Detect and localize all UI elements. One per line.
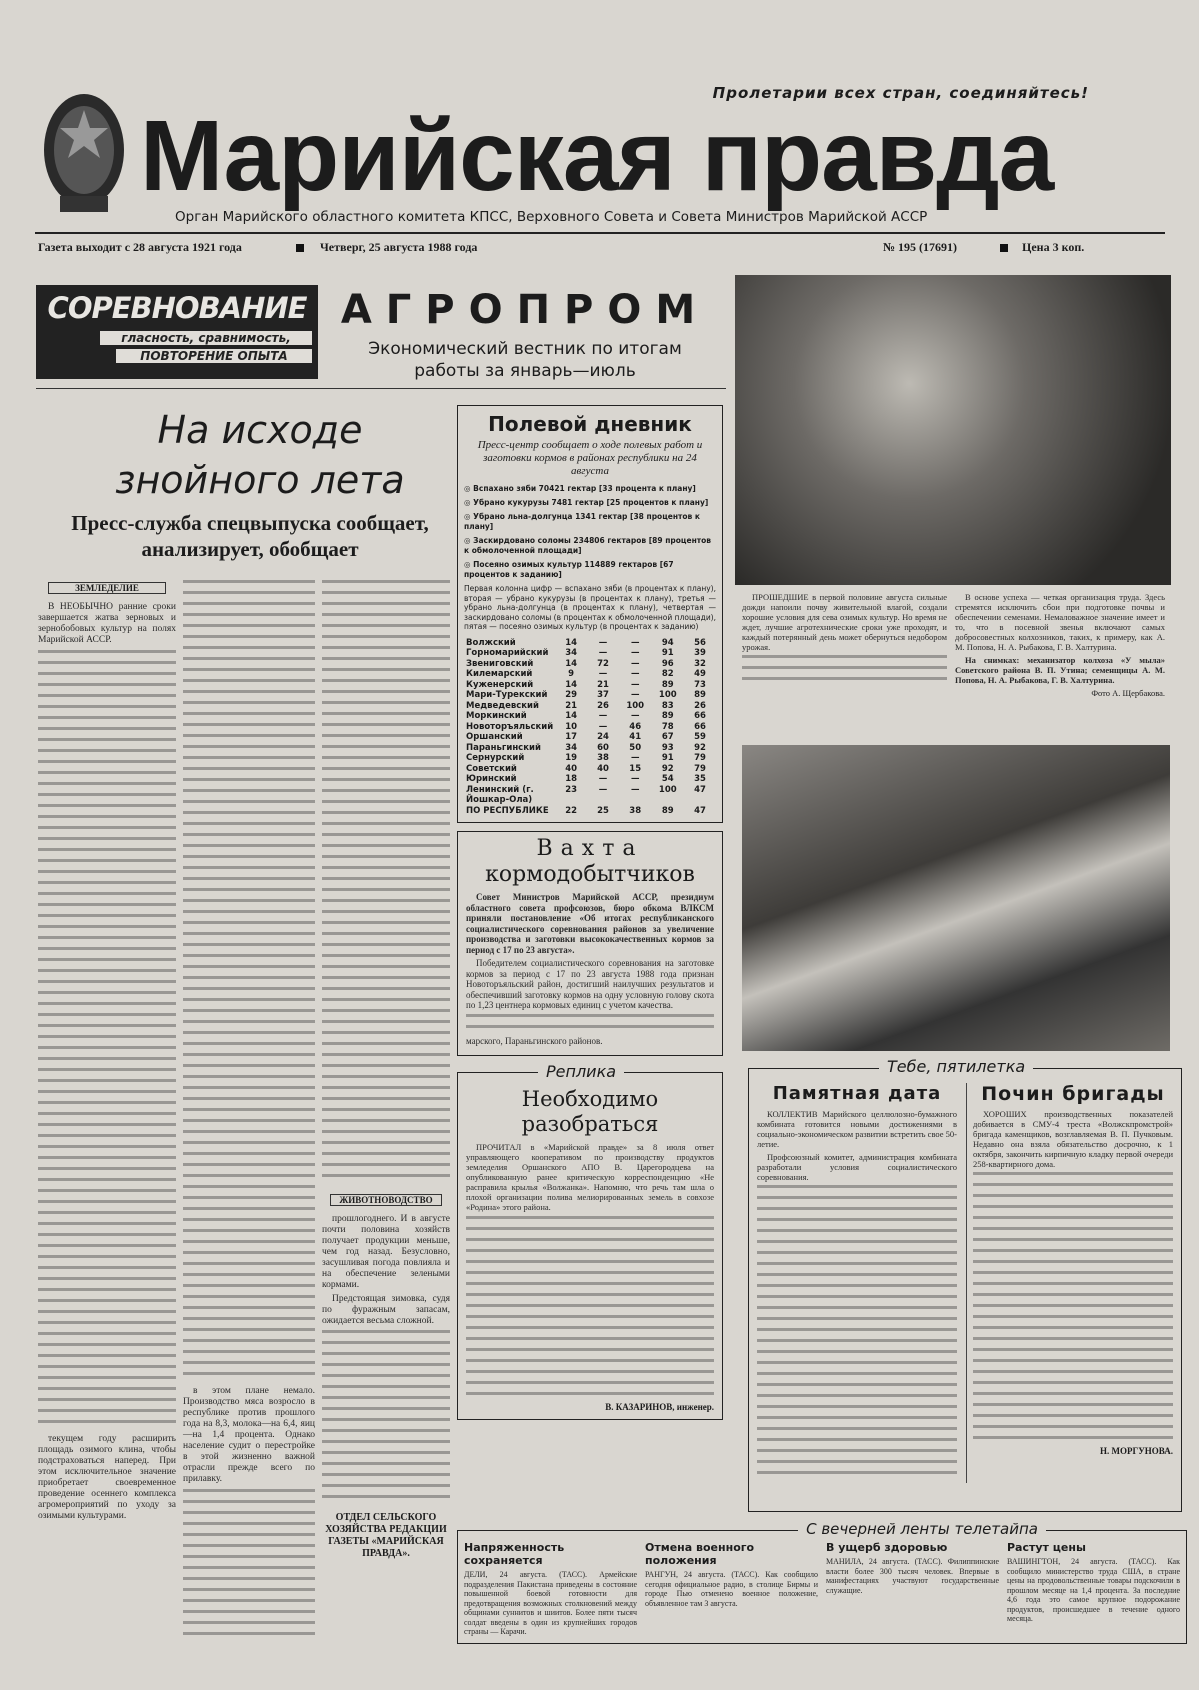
replika-paragraph: ПРОЧИТАЛ в «Марийской правде» за 8 июля ответ управляющего кооперативом по производству продуктов земледелия Оршанского АПО В. Царегородцева на опубликованную ранее критическую корреспонденцию «Не расправила крылья «Волжанка». Напомню, что речь там шла о плохой организации полива мелиорированных земель в совхозе «Родина» этого района.: [466, 1142, 714, 1212]
district-name: Звениговский: [466, 658, 534, 669]
district-name: Юринский: [466, 774, 517, 784]
district-name: Ленинский (г. Йошкар-Ола): [466, 784, 534, 805]
teletype-item: [1007, 1541, 1180, 1637]
five-year-rubric: Тебе, пятилетка: [879, 1057, 1033, 1077]
value-cell: 34: [565, 742, 578, 753]
value-cell: 21: [565, 700, 578, 711]
table-row: [464, 732, 716, 743]
memorable-date-paragraph: Профсоюзный комитет, администрация комбината разработали условия социалистического соревнования.: [757, 1152, 957, 1182]
photo-credit: Фото А. Щербакова.: [1091, 688, 1165, 698]
value-cell: 73: [694, 679, 706, 690]
circle-bullet-icon: ◎: [464, 498, 474, 507]
teletype-item-text: ДЕЛИ, 24 августа. (ТАСС). Армейские подразделения Пакистана приведены в состояние повышенной боевой готовности для предотвращения возможных столкновений между общинами суннитов и шиитов. Более пяти тысяч солдат введены в один из крупнейших городов страны — Карачи.: [464, 1570, 637, 1636]
illegible-text: [183, 1489, 315, 1639]
value-cell: 47: [694, 784, 706, 795]
value-cell: 100: [626, 700, 645, 711]
value-cell: 37: [597, 690, 609, 700]
value-cell: 15: [629, 763, 642, 774]
brigade-title: Почин бригады: [981, 1083, 1165, 1105]
table-row: [464, 690, 716, 701]
table-row: [464, 648, 716, 659]
value-cell: —: [630, 690, 640, 700]
value-cell: —: [598, 669, 608, 679]
value-cell: 19: [565, 753, 578, 763]
masthead-rule: [35, 232, 1165, 234]
lead-paragraph: в этом плане немало. Производство мяса возросло в республике против прошлого года на 8,3, молока—на 6,4, яиц—на 1,4 процента. Однако население судит о перестройке в этой жизненно важной отрасли прежде всего по прилавку.: [183, 1386, 315, 1484]
value-cell: —: [598, 774, 608, 784]
value-cell: 89: [694, 690, 706, 700]
state-emblem: [38, 88, 130, 228]
district-name: Куженерский: [466, 679, 534, 690]
value-cell: —: [598, 648, 608, 658]
memorable-date-title: Памятная дата: [772, 1083, 942, 1104]
bullet-text: Вспахано зяби 70421 гектар [33 процента к плану]: [473, 484, 696, 493]
field-diary-box: [457, 405, 723, 823]
value-cell: 38: [629, 805, 642, 816]
value-cell: —: [630, 753, 640, 763]
field-diary-bullet: [464, 512, 716, 532]
brigade-signature: Н. МОРГУНОВА.: [1099, 1446, 1173, 1456]
value-cell: 25: [597, 805, 609, 816]
teletype-item: [826, 1541, 999, 1637]
rule: [36, 388, 726, 389]
table-row: [464, 785, 716, 806]
value-cell: 14: [565, 711, 578, 721]
value-cell: 89: [661, 805, 674, 816]
photo-story-col-2: [955, 592, 1165, 698]
value-cell: 89: [661, 679, 674, 690]
district-name: Параньгинский: [466, 742, 541, 753]
district-name: Килемарский: [466, 669, 533, 679]
lead-paragraph: Предстоящая зимовка, судя по фуражным запасам, ожидается весьма сложной.: [322, 1294, 450, 1326]
bullet-square: [296, 244, 304, 252]
value-cell: —: [630, 711, 640, 721]
banner-title: СОРЕВНОВАНИЕ: [47, 291, 307, 325]
value-cell: —: [630, 648, 640, 658]
bullet-text: Заскирдовано соломы 234806 гектаров [89 процентов к обмолоченной площади]: [464, 536, 711, 555]
bullet-text: Убрано кукурузы 7481 гектар [25 процентов к плану]: [473, 498, 709, 507]
value-cell: 47: [694, 805, 706, 816]
photo-story-paragraph: ПРОШЕДШИЕ в первой половине августа сильные дожди напоили почву живительной влагой, создали хорошие условия для сева озимых культур. Но время не ждет, лучшие агротехнические сроки уже проходят, и каждый потерянный день может обернуться недобором урожая.: [742, 592, 947, 652]
value-cell: —: [630, 669, 640, 679]
value-cell: 78: [661, 721, 674, 732]
field-diary-title: Полевой дневник: [488, 412, 692, 436]
founded-date: Газета выходит с 28 августа 1921 года: [38, 240, 242, 254]
bullet-square: [1000, 244, 1008, 252]
value-cell: 29: [565, 690, 578, 700]
illegible-text: [757, 1185, 957, 1475]
district-name: Волжский: [466, 637, 516, 648]
value-cell: 50: [629, 742, 642, 753]
teletype-item-title: Отмена военного положения: [645, 1541, 755, 1567]
issue-number: № 195 (17691): [883, 240, 958, 254]
teletype-item-title: Напряженность сохраняется: [464, 1541, 565, 1567]
lead-subhead: Пресс-служба спецвыпуска сообщает, анализирует, обобщает: [71, 511, 429, 561]
district-name: Оршанский: [466, 732, 523, 742]
value-cell: 23: [565, 784, 578, 795]
value-cell: —: [598, 711, 608, 721]
section-label: ЖИВОТНОВОДСТВО: [330, 1194, 442, 1206]
value-cell: 40: [565, 763, 578, 774]
value-cell: 38: [597, 753, 609, 763]
lead-column-1: [38, 580, 176, 1525]
table-row: [464, 774, 716, 785]
illegible-text: [466, 1014, 714, 1036]
photo-mechanic: [735, 275, 1171, 585]
vakhta-paragraph: марского, Параньгинского районов.: [466, 1035, 603, 1046]
value-cell: 89: [661, 711, 674, 721]
value-cell: 21: [597, 679, 609, 690]
district-name: Медведевский: [466, 700, 539, 711]
illegible-text: [322, 1330, 450, 1500]
field-diary-bullet: [464, 536, 716, 556]
value-cell: 26: [694, 700, 706, 711]
district-name: Сернурский: [466, 753, 525, 763]
price: Цена 3 коп.: [1022, 240, 1085, 254]
value-cell: —: [630, 784, 640, 795]
district-name: ПО РЕСПУБЛИКЕ: [466, 805, 549, 816]
teletype-item: [645, 1541, 818, 1637]
vakhta-title-2: кормодобытчиков: [485, 862, 695, 887]
field-diary-table: [464, 638, 716, 817]
table-row: [464, 743, 716, 754]
lead-paragraph: текущем году расширить площадь озимого клина, чтобы подстраховаться наперед. При этом исключительное значение приобретает своевременное проведение осеннего комплекса агромероприятий по уходу за озимыми культурами.: [38, 1434, 176, 1521]
value-cell: 72: [597, 658, 609, 669]
value-cell: 60: [597, 742, 609, 753]
masthead-subtitle: Орган Марийского областного комитета КПСС, Верховного Совета и Совета Министров Марийской АССР: [175, 209, 928, 225]
table-row: [464, 711, 716, 722]
banner-line2: ПОВТОРЕНИЕ ОПЫТА: [116, 349, 312, 363]
value-cell: 96: [661, 658, 674, 669]
brigade-paragraph: ХОРОШИХ производственных показателей добивается в СМУ-4 треста «Волжскпромстрой» бригада каменщиков, возглавляемая В. П. Пучковым. Недавно она взяла обязательство досрочно, к 1 октября, закончить кирпичную кладку первой очереди 258-квартирного дома.: [973, 1109, 1173, 1169]
vakhta-title-1: Вахта: [536, 836, 644, 861]
lead-signature: ОТДЕЛ СЕЛЬСКОГО ХОЗЯЙСТВА РЕДАКЦИИ ГАЗЕТЫ «МАРИЙСКАЯ ПРАВДА».: [325, 1512, 447, 1559]
table-row: [464, 680, 716, 691]
value-cell: 22: [565, 805, 578, 816]
teletype-item: [464, 1541, 637, 1637]
teletype-rubric: С вечерней ленты телетайпа: [798, 1520, 1046, 1538]
vakhta-box: [457, 831, 723, 1056]
value-cell: —: [630, 679, 640, 690]
table-row: [464, 753, 716, 764]
value-cell: 66: [694, 711, 706, 721]
value-cell: 17: [565, 732, 578, 742]
middle-column: [457, 405, 723, 1420]
district-name: Новоторъяльский: [466, 721, 554, 732]
district-name: Моркинский: [466, 711, 527, 721]
agroprom-title: АГРОПРОМ: [340, 287, 710, 333]
value-cell: 46: [629, 721, 642, 732]
field-diary-bullet: [464, 498, 716, 508]
illegible-text: [183, 580, 315, 1380]
circle-bullet-icon: ◎: [464, 560, 474, 569]
value-cell: 39: [694, 648, 706, 658]
table-row: [464, 701, 716, 712]
value-cell: 91: [661, 753, 674, 763]
value-cell: 92: [661, 763, 674, 774]
value-cell: 10: [565, 721, 578, 732]
value-cell: 9: [568, 669, 575, 679]
value-cell: 35: [694, 774, 706, 784]
value-cell: 40: [597, 763, 609, 774]
value-cell: 59: [694, 732, 706, 742]
table-row: [464, 806, 716, 817]
lead-paragraph: В НЕОБЫЧНО ранние сроки завершается жатва зерновых и зернобобовых культур на полях Марийской АССР.: [38, 602, 176, 645]
bullet-text: Убрано льна-долгунца 1341 гектар [38 процентов к плану]: [464, 512, 700, 531]
replika-title: Необходимо разобраться: [521, 1087, 659, 1136]
field-diary-bullet: [464, 484, 716, 494]
value-cell: 14: [565, 637, 578, 648]
teletype-item-text: МАНИЛА, 24 августа. (ТАСС). Филиппинские власти более 300 тысяч человек. Впервые в манифестациях участвуют государственные служащие.: [826, 1557, 999, 1595]
teletype-box: [457, 1520, 1187, 1644]
field-diary-legend: Первая колонна цифр — вспахано зяби (в процентах к плану), вторая — убрано кукурузы (в процентах к плану), третья — убрано льна-долгунца (в процентах к плану), четвертая — заскирдовано соломы (в процентах к обмолоченной площади), пятая — посеяно озимых культур (в процентах к заданию): [464, 584, 716, 631]
value-cell: 94: [661, 637, 674, 648]
value-cell: 14: [565, 679, 578, 690]
teletype-item-title: В ущерб здоровью: [826, 1541, 948, 1554]
competition-banner: [36, 285, 318, 379]
issue-date: Четверг, 25 августа 1988 года: [320, 240, 478, 254]
replika-box: [457, 1062, 723, 1420]
value-cell: 18: [565, 774, 578, 784]
masthead-motto: Пролетарии всех стран, соединяйтесь!: [712, 84, 1089, 102]
field-diary-bullets: [464, 484, 716, 580]
value-cell: 34: [565, 648, 578, 658]
teletype-item-text: РАНГУН, 24 августа. (ТАСС). Как сообщило сегодня официальное радио, в столице Бирмы и городе Пью отменено военное положение, объявленное там 3 августа.: [645, 1570, 818, 1608]
district-name: Советский: [466, 763, 517, 774]
value-cell: 56: [694, 637, 706, 648]
value-cell: 14: [565, 658, 578, 669]
value-cell: —: [630, 658, 640, 669]
banner-line1: гласность, сравнимость,: [100, 331, 312, 345]
value-cell: 91: [661, 648, 674, 658]
value-cell: 67: [661, 732, 674, 742]
photo-seed-workers: [742, 745, 1170, 1051]
value-cell: 79: [694, 753, 706, 763]
value-cell: 54: [661, 774, 674, 784]
photo-story-col-1: [742, 592, 947, 685]
district-name: Горномарийский: [466, 648, 549, 658]
illegible-text: [742, 655, 947, 685]
field-diary-intro: Пресс-центр сообщает о ходе полевых работ и заготовки кормов в районах республики на 24 августа: [477, 439, 703, 477]
value-cell: —: [630, 637, 640, 648]
table-row: [464, 764, 716, 775]
lead-headline: На исходе знойного лета: [115, 408, 405, 502]
memorable-date-paragraph: КОЛЛЕКТИВ Марийского целлюлозно-бумажного комбината готовится новыми достижениями в социально-экономическом развитии встретить свое 50-летие.: [757, 1109, 957, 1149]
teletype-item-title: Растут цены: [1007, 1541, 1086, 1554]
vakhta-paragraph: Победителем социалистического соревнования на заготовке кормов за период с 17 по 23 августа 1988 года признан Новоторъяльский район, достигший наилучших результатов и обеспечивший заготовку кормов на одну условную голову скота по 1,23 центнера кормовых единиц с учетом качества.: [466, 958, 714, 1010]
lead-column-2: [183, 580, 315, 1639]
illegible-text: [38, 650, 176, 1430]
replika-rubric: Реплика: [538, 1062, 624, 1082]
lead-paragraph: прошлогоднего. И в августе почти половина хозяйств получает продукции меньше, чем год назад. Безусловно, засушливая погода повлияла и на обеспечение зелеными кормами.: [322, 1214, 450, 1290]
value-cell: 49: [694, 669, 706, 679]
value-cell: 79: [694, 763, 706, 774]
value-cell: 66: [694, 721, 706, 732]
lead-column-3: [322, 580, 450, 1560]
section-label: ЗЕМЛЕДЕЛИЕ: [48, 582, 166, 594]
value-cell: 100: [658, 784, 677, 795]
value-cell: 83: [661, 700, 674, 711]
value-cell: 41: [629, 732, 642, 742]
illegible-text: [322, 580, 450, 1180]
vakhta-paragraph: Совет Министров Марийской АССР, президиум областного совета профсоюзов, бюро обкома ВЛКСМ приняли постановление «Об итогах республиканского социалистического соревнования районов за увеличение производства и заготовки высококачественных кормов за период с 17 по 23 августа».: [466, 892, 714, 955]
value-cell: 93: [661, 742, 674, 753]
replika-signature: В. КАЗАРИНОВ, инженер.: [605, 1402, 714, 1412]
photo-caption: На снимках: механизатор колхоза «У мыла» Советского района В. П. Утина; семенщицы А. М. Попова, Н. А. Рыбакова, Г. В. Халтурина.: [955, 655, 1165, 685]
table-row: [464, 638, 716, 649]
value-cell: —: [598, 784, 608, 795]
circle-bullet-icon: ◎: [464, 512, 474, 521]
value-cell: 26: [597, 700, 609, 711]
value-cell: 32: [694, 658, 706, 669]
teletype-item-text: ВАШИНГТОН, 24 августа. (ТАСС). Как сообщило министерство труда США, в стране цены на продовольственные товары подскочили в прошлом месяце на 1,4 процента. За последние 4,6 года это самое крупное подорожание продуктов, происшедшее в течение одного месяца.: [1007, 1557, 1180, 1623]
district-name: Мари-Турекский: [466, 690, 548, 700]
table-row: [464, 669, 716, 680]
bullet-text: Посеяно озимых культур 114889 гектаров [67 процентов к заданию]: [464, 560, 674, 579]
photo-story-paragraph: В основе успеха — четкая организация труда. Здесь стремятся исключить сбои при подготовке почвы и обеспечении семенами. Немаловажное значение имеет и то, что в посевной звенья включают самых добросовестных колхозников, таких, к примеру, как А. М. Попова, Н. А. Рыбакова, Г. В. Халтурина.: [955, 592, 1165, 652]
value-cell: —: [598, 721, 608, 732]
circle-bullet-icon: ◎: [464, 536, 474, 545]
value-cell: —: [630, 774, 640, 784]
value-cell: 100: [658, 690, 677, 700]
value-cell: —: [598, 637, 608, 648]
illegible-text: [973, 1172, 1173, 1442]
table-row: [464, 659, 716, 670]
illegible-text: [466, 1216, 714, 1396]
five-year-box: [748, 1057, 1182, 1512]
value-cell: 82: [661, 669, 674, 679]
field-diary-bullet: [464, 560, 716, 580]
value-cell: 92: [694, 742, 706, 753]
table-row: [464, 722, 716, 733]
masthead-title: Марийская правда: [140, 100, 1054, 212]
circle-bullet-icon: ◎: [464, 484, 474, 493]
value-cell: 24: [597, 732, 609, 742]
agroprom-subtitle: Экономический вестник по итогам работы за январь—июль: [368, 339, 682, 381]
